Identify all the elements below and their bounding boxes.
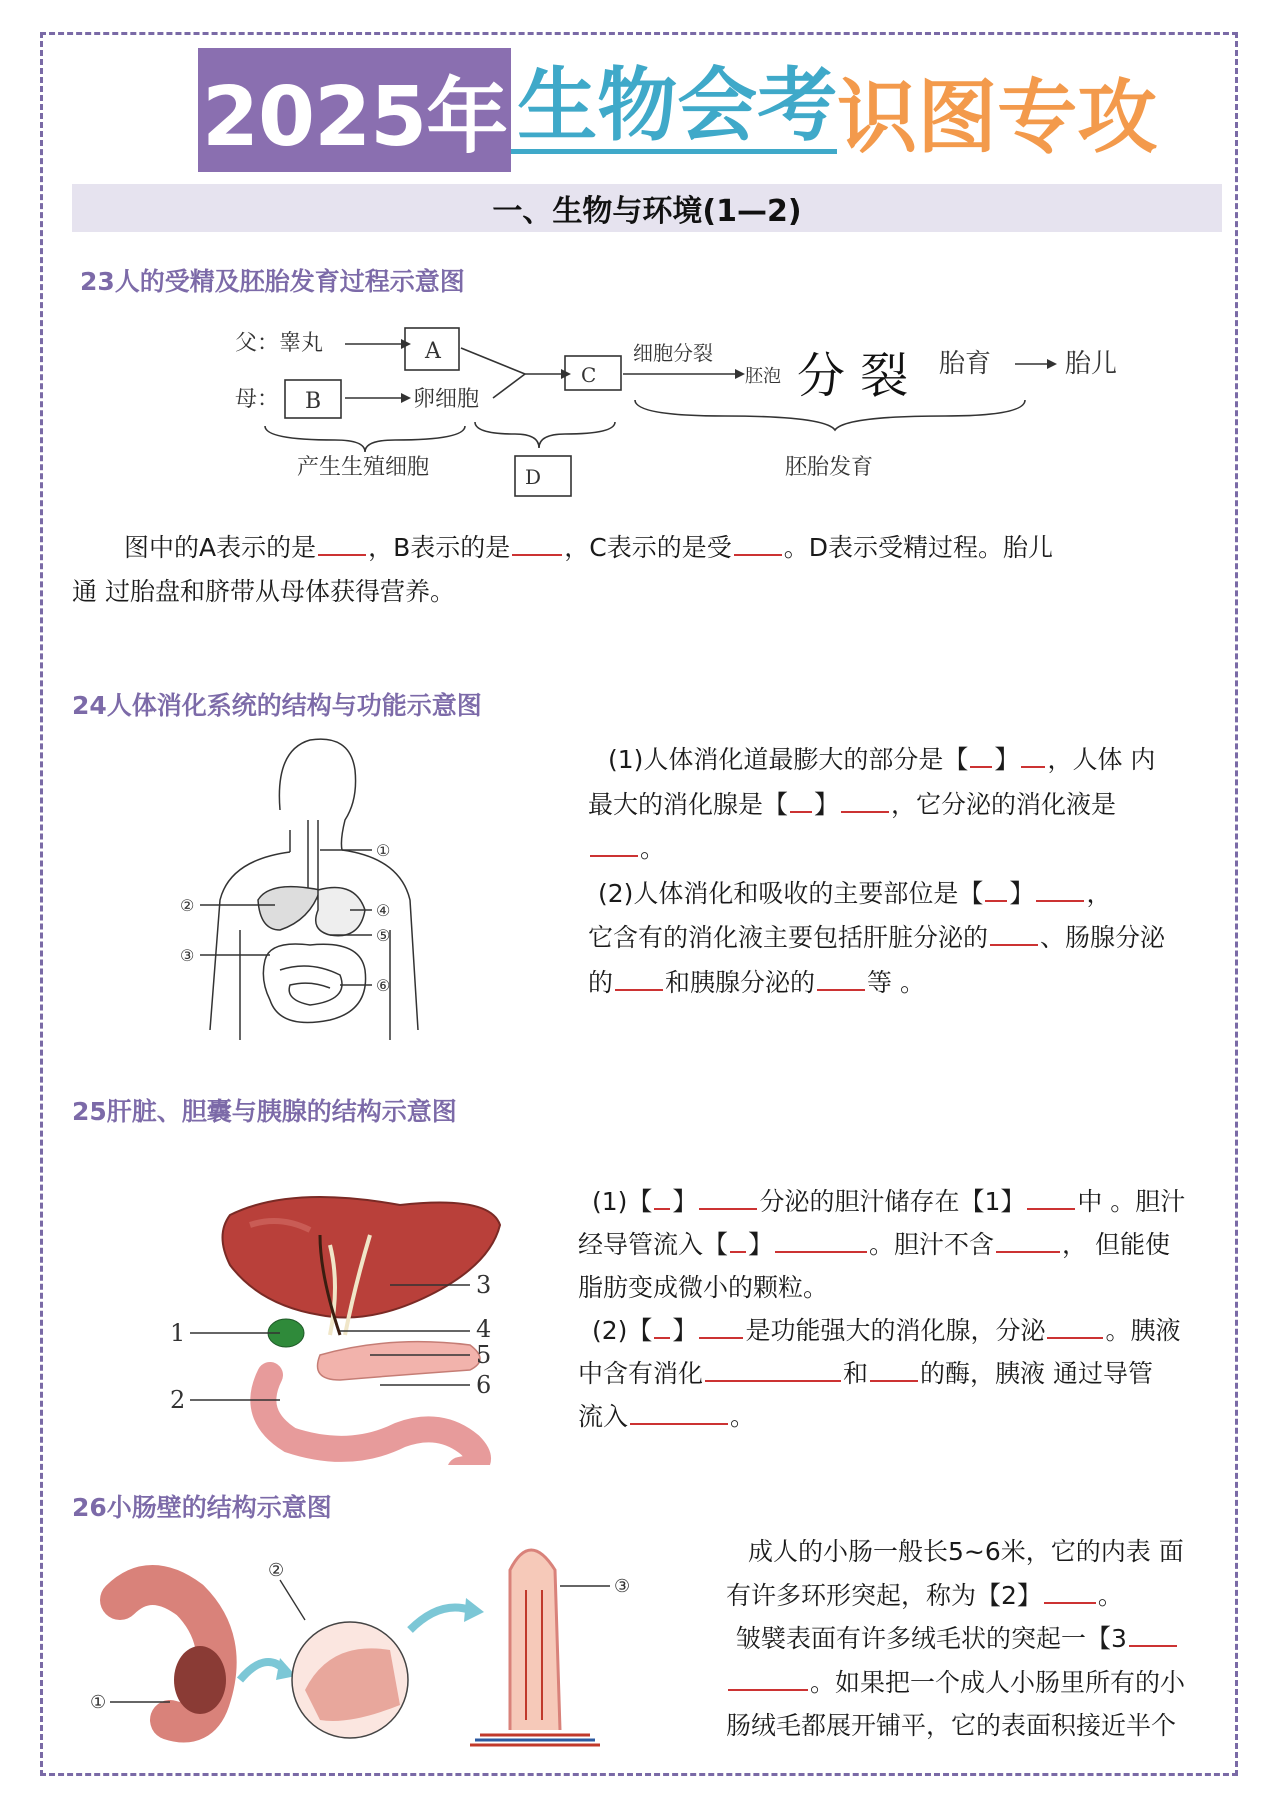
q25-p1-f: 】 bbox=[748, 1230, 774, 1259]
q24-heading: 24人体消化系统的结构与功能示意图 bbox=[72, 691, 482, 720]
q24-p2-c: ， bbox=[1086, 878, 1112, 908]
q25-p2-g: 的酶，胰液 通过导管 bbox=[920, 1359, 1153, 1388]
q26-l2b: 。 bbox=[1097, 1580, 1123, 1610]
label-c: C bbox=[581, 363, 597, 387]
q25-p2-f: 和 bbox=[843, 1359, 869, 1388]
blank bbox=[654, 1188, 670, 1210]
box-d bbox=[515, 456, 571, 496]
q25-p2-e: 中含有消化 bbox=[578, 1359, 704, 1388]
liver-label-2: 2 bbox=[170, 1386, 186, 1414]
q24-p2-d: 它含有的消化液主要包括肝脏分泌的 bbox=[588, 923, 989, 952]
label-fetal-dev: 胎育 bbox=[939, 349, 992, 379]
q25-p1-b: 】 bbox=[672, 1187, 698, 1216]
q25-p1-e: 经导管流入【 bbox=[578, 1230, 729, 1259]
blank bbox=[841, 791, 889, 813]
digest-label-2: ② bbox=[180, 896, 195, 915]
q25-p1-a: (1)【 bbox=[592, 1187, 653, 1216]
label-embryo-dev: 胚胎发育 bbox=[785, 455, 874, 480]
blank bbox=[990, 924, 1038, 946]
blank bbox=[699, 1317, 743, 1339]
label-b: B bbox=[305, 389, 322, 414]
blank bbox=[790, 791, 812, 813]
blank bbox=[734, 534, 782, 556]
q23-text-c: ，C表示的是受 bbox=[564, 533, 732, 562]
liver-label-3: 3 bbox=[476, 1271, 492, 1299]
q23-heading: 23人的受精及胚胎发育过程示意图 bbox=[80, 267, 465, 296]
blank bbox=[1021, 746, 1045, 768]
q25-p2-h: 流入 bbox=[578, 1402, 629, 1431]
q24-p1-b: 】 bbox=[994, 745, 1020, 774]
q24-p1-a: (1)人体消化道最膨大的部分是【 bbox=[608, 745, 969, 774]
q24-p1-e: 】 bbox=[814, 789, 840, 819]
label-fetus: 胎儿 bbox=[1065, 349, 1118, 379]
q25-p1-d: 中 。胆汁 bbox=[1077, 1187, 1186, 1216]
q26-l2a: 有许多环形突起，称为【2】 bbox=[726, 1580, 1042, 1610]
q24-p1-f: ，它分泌的消化液是 bbox=[891, 789, 1117, 819]
label-egg: 卵细胞 bbox=[413, 387, 480, 412]
digest-label-5: ⑤ bbox=[376, 926, 391, 945]
q25-p1-i: 脂肪变成微小的颗粒。 bbox=[578, 1273, 829, 1302]
label-big-split: 分 裂 bbox=[797, 348, 909, 404]
q25-p2-a: (2)【 bbox=[592, 1316, 653, 1345]
q23-text-b: ，B表示的是 bbox=[368, 533, 511, 562]
q25-p2-d: 。胰液 bbox=[1105, 1316, 1181, 1345]
blank bbox=[654, 1317, 670, 1339]
q25-p2-b: 】 bbox=[672, 1316, 698, 1345]
blank bbox=[699, 1188, 757, 1210]
q25-heading: 25肝脏、胆囊与胰腺的结构示意图 bbox=[72, 1097, 457, 1126]
blank bbox=[985, 880, 1007, 902]
blank bbox=[817, 969, 865, 991]
small-intestine-diagram bbox=[90, 1530, 650, 1760]
q26-l4b: 。如果把一个成人小肠里所有的小 bbox=[810, 1667, 1186, 1697]
blank bbox=[1027, 1188, 1075, 1210]
q24-p1-g: 。 bbox=[640, 834, 666, 863]
q24-p1-c: ，人体 内 bbox=[1047, 745, 1156, 774]
q25-p1-g: 。胆汁不含 bbox=[869, 1230, 995, 1259]
label-mother: 母： bbox=[235, 387, 280, 412]
label-father: 父：睾丸 bbox=[235, 331, 324, 356]
liver-label-6: 6 bbox=[476, 1371, 492, 1399]
blank bbox=[1047, 1317, 1103, 1339]
blank bbox=[1129, 1625, 1177, 1647]
villus-label-2: ② bbox=[268, 1560, 285, 1581]
blank bbox=[775, 1231, 867, 1253]
blank bbox=[512, 534, 562, 556]
blank bbox=[590, 835, 638, 857]
title-year: 2025年 bbox=[198, 48, 511, 172]
q26-heading: 26小肠壁的结构示意图 bbox=[72, 1493, 332, 1522]
title-end: 识图专攻 bbox=[837, 70, 1158, 164]
blank bbox=[870, 1360, 918, 1382]
q26-l5: 肠绒毛都展开铺平，它的表面积接近半个 bbox=[726, 1711, 1177, 1740]
q25-text bbox=[578, 1180, 1228, 1438]
q23-text-d: 。D表示受精过程。胎儿 bbox=[783, 533, 1053, 562]
blank bbox=[970, 746, 992, 768]
blank bbox=[615, 969, 663, 991]
q23-text-a: 图中的A表示的是 bbox=[124, 533, 317, 562]
blank bbox=[1044, 1582, 1096, 1604]
label-blastocyst: 胚泡 bbox=[745, 366, 781, 387]
q24-p2-a: (2)人体消化和吸收的主要部位是【 bbox=[598, 878, 984, 908]
liver-label-4: 4 bbox=[476, 1315, 492, 1343]
q24-p2-h: 等 。 bbox=[867, 967, 925, 997]
digest-label-6: ⑥ bbox=[376, 976, 391, 995]
page-title bbox=[198, 48, 1157, 172]
q26-l1: 成人的小肠一般长5~6米，它的内表 面 bbox=[748, 1537, 1184, 1566]
digest-label-4: ④ bbox=[376, 901, 391, 920]
q26-l3a: 皱襞表面有许多绒毛状的突起一【3 bbox=[736, 1624, 1127, 1653]
digest-label-3: ③ bbox=[180, 946, 195, 965]
q25-p2-i: 。 bbox=[730, 1402, 756, 1431]
q24-text bbox=[588, 738, 1224, 1005]
q25-p1-h: ， 但能使 bbox=[1062, 1230, 1170, 1259]
label-cell-division: 细胞分裂 bbox=[633, 341, 713, 365]
q24-p1-d: 最大的消化腺是【 bbox=[588, 789, 789, 819]
blank bbox=[630, 1403, 728, 1425]
q23-text-line2: 通 过胎盘和脐带从母体获得营养。 bbox=[72, 576, 455, 606]
blank bbox=[318, 534, 366, 556]
blank bbox=[1036, 880, 1084, 902]
blank bbox=[730, 1231, 746, 1253]
blank bbox=[728, 1669, 808, 1691]
blank bbox=[705, 1360, 841, 1382]
q23-text bbox=[72, 526, 1222, 614]
q24-p2-b: 】 bbox=[1009, 878, 1035, 908]
liver-label-5: 5 bbox=[476, 1341, 492, 1369]
blank bbox=[996, 1231, 1060, 1253]
q24-p2-g: 和胰腺分泌的 bbox=[665, 967, 816, 997]
title-main: 生物会考 bbox=[511, 48, 837, 154]
label-d: D bbox=[525, 465, 542, 489]
liver-pancreas-diagram bbox=[170, 1185, 540, 1465]
liver-label-1: 1 bbox=[170, 1319, 186, 1347]
section-header: 一、生物与环境(1—2) bbox=[72, 184, 1222, 232]
villus-label-3: ③ bbox=[614, 1576, 631, 1597]
label-a: A bbox=[425, 339, 441, 364]
q25-p2-c: 是功能强大的消化腺，分泌 bbox=[745, 1316, 1046, 1345]
label-gametes: 产生生殖细胞 bbox=[297, 455, 430, 480]
digest-label-1: ① bbox=[376, 841, 391, 860]
digestive-system-diagram bbox=[180, 730, 450, 1050]
fertilization-diagram bbox=[225, 318, 1125, 508]
q24-p2-e: 、肠腺分泌 bbox=[1040, 923, 1166, 952]
q26-text bbox=[726, 1530, 1226, 1748]
q24-p2-f: 的 bbox=[588, 967, 614, 997]
villus-label-1: ① bbox=[90, 1692, 107, 1713]
q25-p1-c: 分泌的胆汁储存在【1】 bbox=[759, 1187, 1026, 1216]
